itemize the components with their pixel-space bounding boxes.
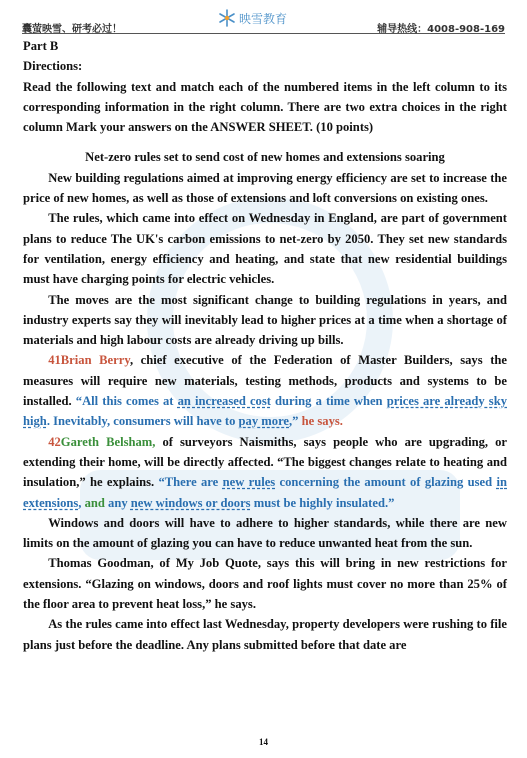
part-heading: Part B	[23, 39, 59, 53]
quote-42-part: concerning the amount of glazing used	[275, 475, 497, 490]
quote-41-part: “All this comes at	[75, 394, 178, 409]
quote-41	[23, 394, 507, 428]
quote-41-part: . Inevitably, consumers will have to	[46, 414, 239, 429]
question-number-41: 41	[48, 353, 61, 368]
quote-42-part: must be highly insulated.”	[250, 495, 395, 510]
quote-41-attribution: he says.	[298, 414, 343, 429]
quote-41-underline: pay more	[238, 414, 290, 429]
paragraph-7: Thomas Goodman, of My Job Quote, says this will bring in new restrictions for extensions. “Glazing on windows, doors and roof lights must cover no more than 25% of the floor area to prevent heat loss,” he says.	[23, 556, 507, 612]
header-divider	[22, 33, 505, 34]
page-number: 14	[259, 737, 268, 747]
paragraph-3: The moves are the most significant change to building regulations in years, and industry experts say they will inevitably lead to higher prices at a time when a shortage of materials and high labour costs are already driving up bills.	[23, 292, 507, 348]
paragraph-41	[23, 350, 507, 431]
speaker-name-41: Brian Berry	[60, 353, 130, 368]
header-slogan: 囊萤映雪、研考必过！	[22, 24, 122, 35]
quote-42-part: any	[104, 495, 131, 510]
quote-41-part: during a time when	[270, 394, 387, 409]
snowflake-icon	[218, 9, 236, 27]
quote-42-underline: new windows or doors	[130, 495, 251, 510]
quote-42-and: and	[84, 495, 105, 510]
quote-42-part: “There are	[154, 475, 223, 490]
quote-42-part: ,	[78, 495, 85, 510]
page-content	[23, 36, 507, 655]
directions-label: Directions:	[23, 59, 83, 74]
speaker-name-42: Gareth Belsham,	[60, 434, 156, 449]
article-title: Net-zero rules set to send cost of new homes and extensions soaring	[85, 150, 445, 165]
quote-41-part: ,”	[289, 414, 299, 429]
page-header	[22, 6, 505, 36]
quote-41-underline: an increased cost	[177, 394, 271, 409]
header-hotline: 辅导热线：4008-908-169	[377, 24, 505, 35]
paragraph-6: Windows and doors will have to adhere to higher standards, while there are new limits on the amount of glazing you can have to reduce unwanted heat from the sun.	[23, 515, 507, 551]
paragraph-1: New building regulations aimed at improving energy efficiency are set to increase the price of new homes, as well as those of extensions and loft conversions on existing ones.	[23, 170, 507, 206]
directions-text: Read the following text and match each of the numbered items in the left column to its corresponding information in the right column. There are two extra choices in the right column Mark your answers on the ANSWER SHEET. (10 points)	[23, 79, 507, 135]
question-number-42: 42	[48, 434, 61, 449]
header-logo-text: 映雪教育	[239, 11, 288, 26]
paragraph-42-text: of surveyors Naismiths, says people who are upgrading, or extending their home, will be directly affected. “The biggest changes relate to heating and insulation,” he explains.	[23, 434, 507, 490]
paragraph-42	[23, 432, 507, 513]
header-logo	[218, 8, 287, 28]
quote-41-underline: prices are already sky high	[23, 394, 508, 429]
paragraph-8: As the rules came into effect last Wednesday, property developers were rushing to file plans just before the deadline. Any plans submitted before that date are	[23, 617, 507, 652]
paragraph-41-text: , chief executive of the Federation of Master Builders, says the measures will require new materials, testing methods, products and systems to be installed.	[23, 353, 508, 409]
quote-42-underline: new rules	[222, 475, 276, 490]
paragraph-2: The rules, which came into effect on Wednesday in England, are part of government plans to reduce The UK's carbon emissions to net-zero by 2050. They set new standards for ventilation, energy efficiency and heating, and state that new residential buildings must have charging points for electric vehicles.	[23, 211, 507, 287]
quote-42-underline: in extensions	[23, 475, 507, 510]
